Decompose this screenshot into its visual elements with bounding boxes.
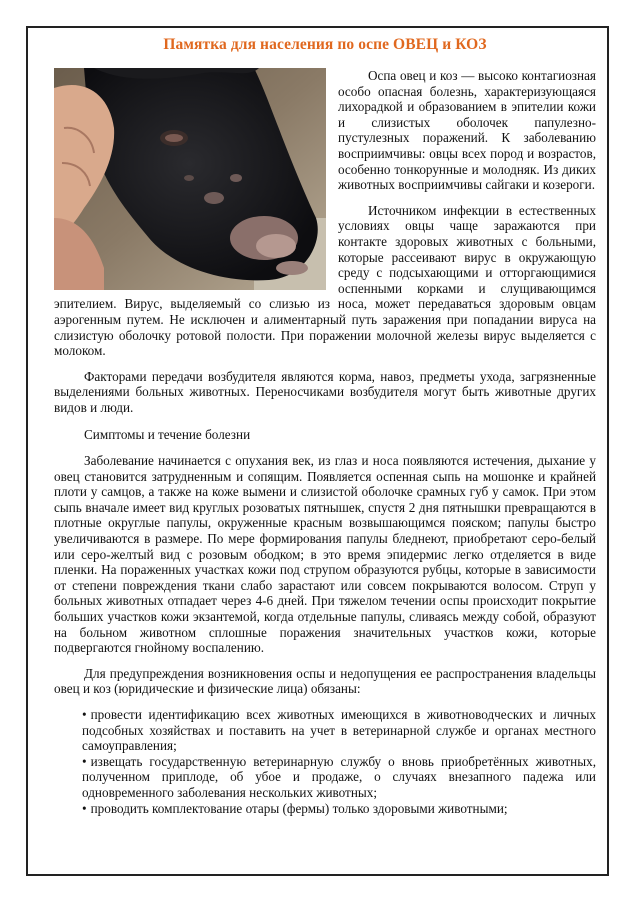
- bullet-item: [54, 801, 596, 817]
- bullet-text: проводить комплектование отары (фермы) только здоровыми животными;: [90, 800, 508, 816]
- factors-paragraph: Факторами передачи возбудителя являются корма, навоз, предметы ухода, загрязненные выделениями больных животных. Переносчиками возбудителя могут быть животные других видов и люди.: [54, 368, 596, 415]
- bullet-item: [54, 754, 596, 801]
- leaflet-content: [54, 36, 596, 816]
- symptoms-heading: Симптомы и течение болезни: [84, 427, 251, 443]
- bullet-text: провести идентификацию всех животных имеющихся в животноводческих и личных подсобных хозяйствах и поставить на учет в ветеринарной службе и органах местного самоуправления;: [82, 706, 596, 754]
- intro-paragraph: Оспа овец и коз — высоко контагиозная особо опасная болезнь, характеризующаяся лихорадкой и образованием в эпителии кожи и слизистых оболочек папулезно-пустулезных поражений. К заболеванию восприимчивы: овцы всех пород и возрастов, особенно тонкорунные и молодняк. Из диких животных восприимчивы сайгаки и козероги.: [338, 68, 596, 193]
- bullet-marker: •: [82, 800, 87, 816]
- sheep-head-photo: [54, 68, 326, 290]
- source-paragraph: Источником инфекции в естественных условиях овцы чаще заражаются при контакте здоровых животных с больными, которые рассеивают вирус в окружающую среду с подсыхающими и отторгающимися оспенными корками и слущивающимся эпителием. Вирус, выделяемый со слизью из носа, может передаваться здоровым овцам аэрогенным путем. Не исключен и алиментарный путь заражения при попадании вируса на слизистую оболочку ротовой полости. При поражении молочной железы вирус выделяется с молоком.: [54, 202, 596, 359]
- prevention-paragraph: Для предупреждения возникновения оспы и недопущения ее распространения владельцы овец и коз (юридические и физические лица) обязаны:: [54, 665, 596, 697]
- bullet-marker: •: [82, 706, 87, 722]
- page-title: Памятка для населения по оспе ОВЕЦ и КОЗ: [163, 36, 487, 53]
- bullet-marker: •: [82, 753, 87, 769]
- bullet-item: [54, 707, 596, 754]
- symptoms-paragraph: Заболевание начинается с опухания век, из глаз и носа появляются истечения, дыхание у овец становится затрудненным и сопящим. Появляется оспенная сыпь на мошонке и крайней плоти у самцов, а также на коже вымени и слизистой оболочке срамных губ у самок. При этом сыпь вначале имеет вид круглых розоватых пятнышек, спустя 2 дня пятнышки превращаются в плотные округлые папулы, окруженные красным возвышающимся пояском; папулы быстро увеличиваются в размере. По мере формирования папулы бледнеют, приобретают серо-белый или серо-желтый вид с розовым ободком; в это время эпидермис легко отделяется в виде пленки. На пораженных участках кожи под струпом образуются рубцы, которые в зависимости от степени повреждения ткани слабо зарастают или совсем покрываются волосом. Струп у больных животных отпадает через 4-6 дней. При тяжелом течении оспы происходит покрытие больших участков кожи экзантемой, когда отдельные папулы, сливаясь между собой, образуют на больном животном сплошные поражения значительных участков кожи, которые подвергаются гнойному воспалению.: [54, 453, 596, 656]
- bullet-text: извещать государственную ветеринарную службу о вновь приобретённых животных, полученном приплоде, об убое и продаже, о случаях внезапного падежа или одновременного заболевания нескольких животных;: [82, 753, 596, 800]
